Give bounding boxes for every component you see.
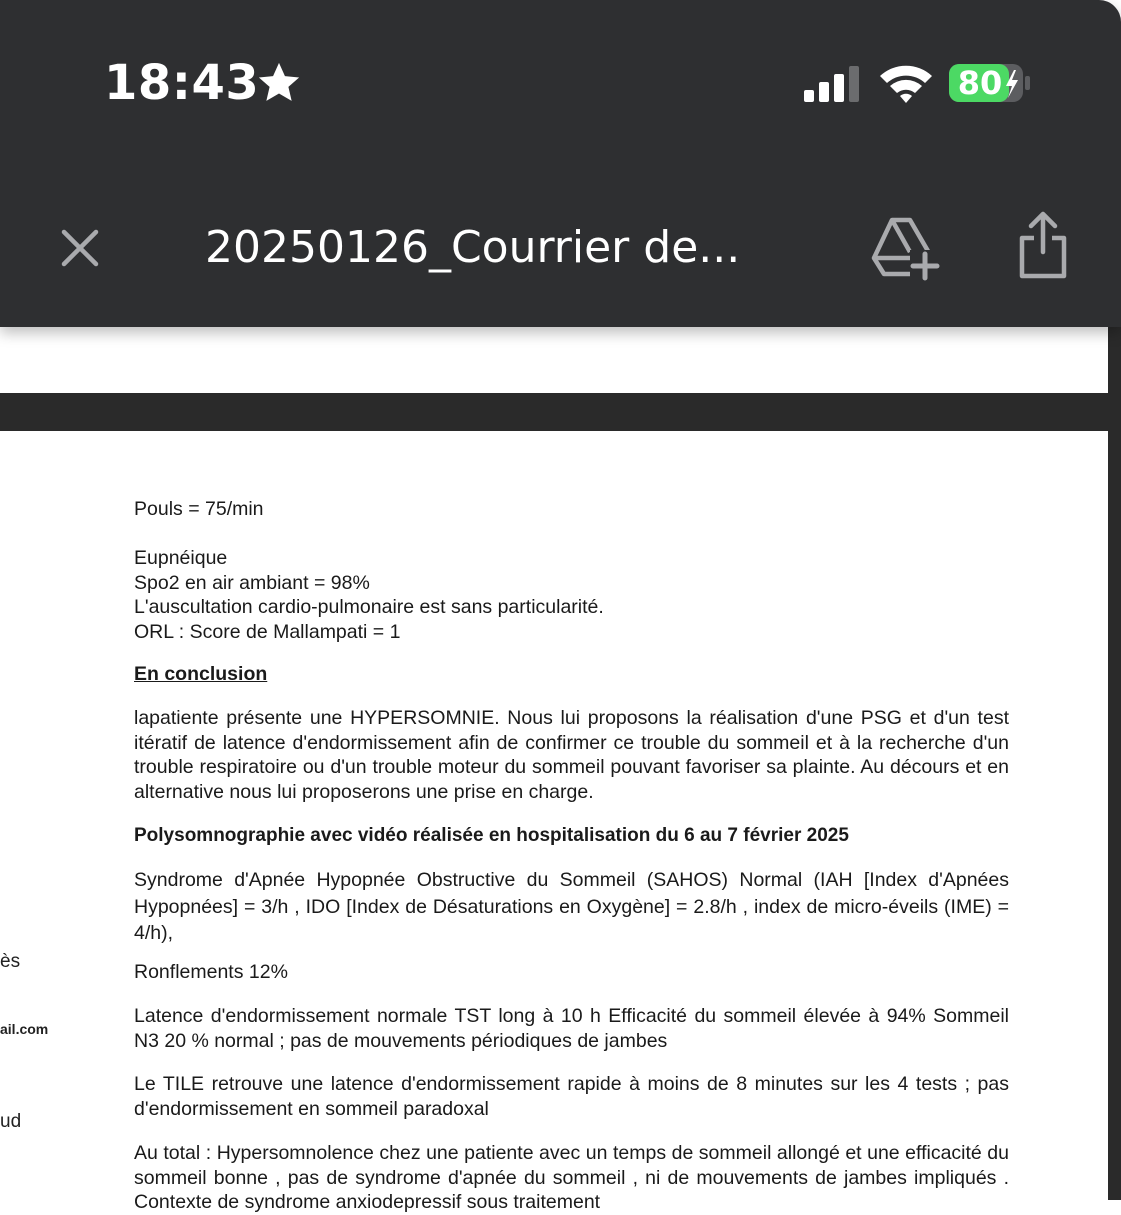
battery-level: 80 bbox=[957, 64, 1003, 102]
vital-line: L'auscultation cardio-pulmonaire est sans particularité. bbox=[134, 596, 604, 618]
latency-paragraph: Latence d'endormissement normale TST long à 10 h Efficacité du sommeil élevée à 94% Sommeil N3 20 % normal ; pas de mouvements périodiques de jambes bbox=[134, 1005, 1009, 1052]
viewer-edge bbox=[1108, 327, 1121, 1200]
vital-line: Eupnéique bbox=[134, 547, 228, 569]
conclusion-paragraph: lapatiente présente une HYPERSOMNIE. Nous lui proposons la réalisation d'une PSG et d'un test itératif de latence d'endormissement afin de confirmer ce trouble du sommeil et à la recherche d'un trouble respiratoire ou d'un trouble moteur du sommeil pouvant favoriser sa plainte. Au décours et en alternative nous lui proposerons une prise en charge. bbox=[134, 707, 1009, 803]
add-to-drive-icon[interactable] bbox=[870, 214, 940, 280]
margin-fragment: ès bbox=[0, 951, 21, 972]
document-page bbox=[0, 431, 1108, 1213]
tile-paragraph: Le TILE retrouve une latence d'endormissement rapide à moins de 8 minutes sur les 4 tests ; pas d'endormissement en sommeil paradoxal bbox=[134, 1073, 1009, 1120]
sahos-paragraph: Syndrome d'Apnée Hypopnée Obstructive du Sommeil (SAHOS) Normal (IAH [Index d'Apnées Hypopnées] = 3/h , IDO [Index de Désaturations en Oxygène] = 2.8/h , index de micro-éveils (IME) = 4/h), bbox=[134, 869, 1009, 944]
wifi-icon bbox=[878, 62, 934, 104]
total-paragraph: Au total : Hypersomnolence chez une patiente avec un temps de sommeil allongé et une efficacité du sommeil bonne , pas de syndrome d'apnée du sommeil , ni de mouvements de jambes impliqués . Contexte de syndrome anxiodepressif sous traitement bbox=[134, 1142, 1009, 1213]
page-separator bbox=[0, 393, 1108, 431]
margin-fragment: ail.com bbox=[0, 1021, 49, 1037]
share-icon[interactable] bbox=[1014, 210, 1072, 282]
psg-heading: Polysomnographie avec vidéo réalisée en hospitalisation du 6 au 7 février 2025 bbox=[134, 825, 849, 846]
margin-fragment: ud bbox=[0, 1111, 22, 1132]
vital-pulse: Pouls = 75/min bbox=[134, 498, 264, 520]
close-icon[interactable] bbox=[56, 224, 104, 272]
previous-page-bottom bbox=[0, 327, 1108, 393]
snoring-line: Ronflements 12% bbox=[134, 961, 288, 983]
star-icon bbox=[256, 60, 302, 106]
app-toolbar bbox=[0, 0, 1121, 327]
document-title: 20250126_Courrier de... bbox=[205, 222, 741, 273]
cellular-signal-icon bbox=[804, 66, 860, 102]
vital-line: ORL : Score de Mallampati = 1 bbox=[134, 620, 401, 643]
conclusion-heading: En conclusion bbox=[134, 663, 268, 685]
vital-line: Spo2 en air ambiant = 98% bbox=[134, 571, 370, 594]
status-time: 18:43 bbox=[104, 55, 260, 111]
vitals-block bbox=[134, 546, 1009, 644]
